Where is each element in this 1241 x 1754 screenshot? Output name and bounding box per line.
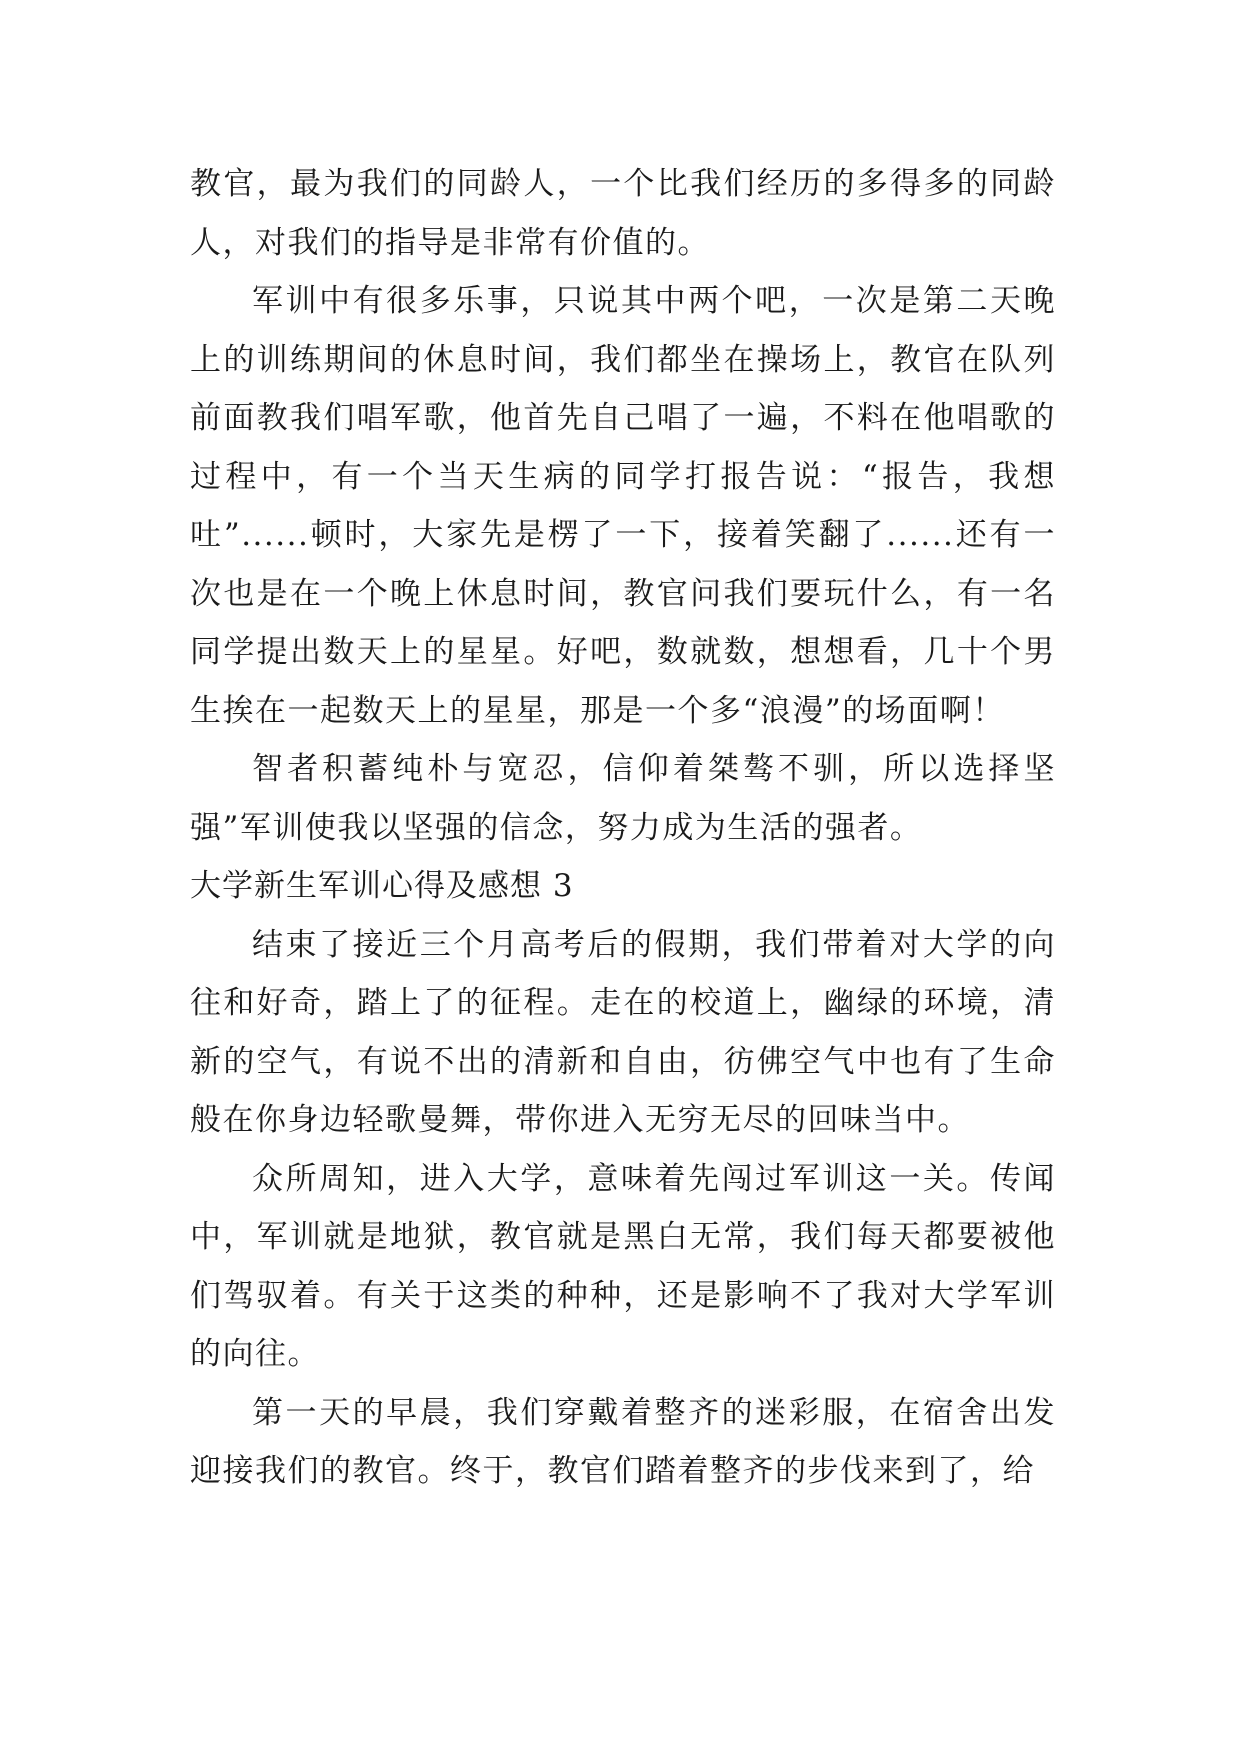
paragraph-2: 军训中有很多乐事，只说其中两个吧，一次是第二天晚上的训练期间的休息时间，我们都坐在操场上，教官在队列前面教我们唱军歌，他首先自己唱了一遍，不料在他唱歌的过程中，有一个当天生病的同学打报告说：“报告，我想吐”......顿时，大家先是楞了一下，接着笑翻了......还有一次也是在一个晚上休息时间，教官问我们要玩什么，有一名同学提出数天上的星星。好吧，数就数，想想看，几十个男生挨在一起数天上的星星，那是一个多“浪漫”的场面啊！ (190, 283, 1056, 729)
document-page (190, 155, 1056, 1501)
paragraph-6: 第一天的早晨，我们穿戴着整齐的迷彩服，在宿舍出发迎接我们的教官。终于，教官们踏着整齐的步伐来到了，给 (190, 1394, 1056, 1489)
paragraph-5: 众所周知，进入大学，意味着先闯过军训这一关。传闻中，军训就是地狱，教官就是黑白无常，我们每天都要被他们驾驭着。有关于这类的种种，还是影响不了我对大学军训的向往。 (190, 1160, 1056, 1372)
paragraph-3: 智者积蓄纯朴与宽忍，信仰着桀骜不驯，所以选择坚强”军训使我以坚强的信念，努力成为生活的强者。 (190, 751, 1056, 846)
paragraph-1: 教官，最为我们的同龄人，一个比我们经历的多得多的同龄人，对我们的指导是非常有价值的。 (190, 166, 1056, 261)
paragraph-4: 结束了接近三个月高考后的假期，我们带着对大学的向往和好奇，踏上了的征程。走在的校道上，幽绿的环境，清新的空气，有说不出的清新和自由，彷佛空气中也有了生命般在你身边轻歌曼舞，带你进入无穷无尽的回味当中。 (190, 926, 1056, 1138)
section-heading: 大学新生军训心得及感想 3 (190, 868, 574, 904)
